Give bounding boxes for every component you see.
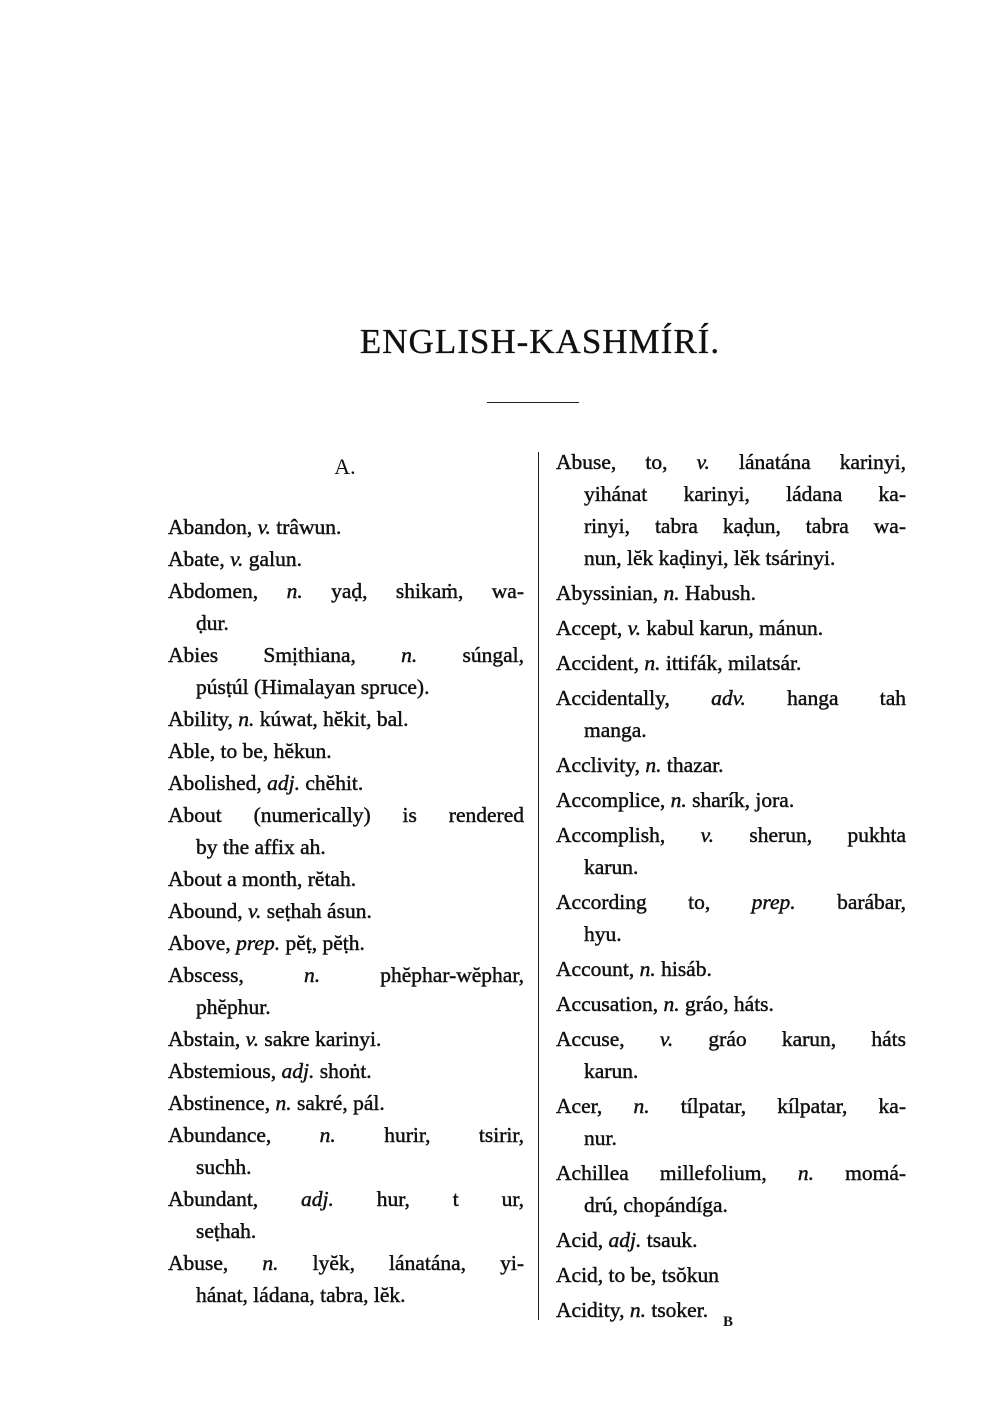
entry-continuation-line: yihánat karinyi, ládana ka- — [584, 482, 906, 506]
definition: kúwat, hĕkit, bal. — [259, 707, 409, 731]
part-of-speech: n. — [238, 707, 255, 731]
entry-continuation-line: nun, lĕk kaḍinyi, lĕk tsárinyi. — [584, 546, 836, 570]
definition: galun. — [248, 547, 302, 571]
entry-continuation-line: rinyi, tabra kaḍun, tabra wa- — [584, 514, 906, 538]
headword: Abstain, — [168, 1027, 241, 1051]
entry-first-line — [556, 988, 906, 1020]
dictionary-entry — [168, 639, 524, 703]
headword: About a month, — [168, 867, 303, 891]
headword: Accident, — [556, 651, 639, 675]
dictionary-entry — [556, 682, 906, 746]
definition: kabul karun, mánun. — [646, 616, 824, 640]
entry-first-line — [168, 1183, 524, 1215]
headword: Abdomen, — [168, 579, 259, 603]
entry-continuation-line: karun. — [584, 855, 639, 879]
entry-first-line — [168, 735, 524, 767]
definition: hurir, tsirir, — [384, 1123, 525, 1147]
entry-first-line — [168, 543, 524, 575]
dictionary-entry — [556, 1023, 906, 1087]
entry-continuation-line: by the affix ah. — [196, 835, 326, 859]
part-of-speech: adj. — [267, 771, 300, 795]
headword: Abundance, — [168, 1123, 272, 1147]
definition: tílpatar, kílpatar, ka- — [680, 1094, 907, 1118]
part-of-speech: n. — [639, 957, 656, 981]
headword: Accuse, — [556, 1027, 625, 1051]
part-of-speech: v. — [257, 515, 271, 539]
part-of-speech: v. — [627, 616, 641, 640]
part-of-speech: v. — [659, 1027, 674, 1051]
entry-first-line — [168, 863, 524, 895]
dictionary-entry — [168, 895, 524, 927]
entry-first-line — [556, 577, 906, 609]
entry-continuation-line: suchh. — [196, 1155, 252, 1179]
headword: Accidentally, — [556, 686, 670, 710]
part-of-speech: adj. — [608, 1228, 642, 1252]
headword: Accomplish, — [556, 823, 666, 847]
headword: Abate, — [168, 547, 225, 571]
definition: ittifák, milatsár. — [665, 651, 802, 675]
entry-first-line — [556, 682, 906, 714]
dictionary-entry — [168, 543, 524, 575]
part-of-speech: v. — [696, 450, 710, 474]
right-column — [556, 446, 906, 1329]
dictionary-entry — [168, 735, 524, 767]
headword: Abuse, — [168, 1251, 229, 1275]
part-of-speech: adj. — [301, 1187, 334, 1211]
part-of-speech: n. — [663, 992, 680, 1016]
entry-first-line — [556, 1157, 906, 1189]
entry-first-line — [556, 953, 906, 985]
headword: Account, — [556, 957, 635, 981]
definition: trâwun. — [276, 515, 342, 539]
definition: gráo, háts. — [684, 992, 774, 1016]
entry-continuation-line: karun. — [584, 1059, 639, 1083]
definition: chĕhit. — [305, 771, 364, 795]
headword: Acid, — [556, 1228, 604, 1252]
entry-first-line — [168, 799, 524, 831]
definition: yaḍ, shikaṁ, wa- — [331, 579, 524, 603]
entry-first-line — [168, 895, 524, 927]
part-of-speech: v. — [248, 899, 262, 923]
definition: shoṅt. — [319, 1059, 372, 1083]
part-of-speech: n. — [262, 1251, 279, 1275]
definition: rĕtah. — [307, 867, 357, 891]
dictionary-entry — [556, 819, 906, 883]
definition: gráo karun, háts — [708, 1027, 907, 1051]
headword: Acid, to be, — [556, 1263, 657, 1287]
dictionary-entry — [168, 1023, 524, 1055]
dictionary-entry — [556, 749, 906, 781]
headword: Above, — [168, 931, 231, 955]
headword: Accomplice, — [556, 788, 666, 812]
definition: momá- — [845, 1161, 907, 1185]
entry-first-line — [556, 647, 906, 679]
entry-first-line — [556, 1023, 906, 1055]
entry-first-line — [556, 1259, 906, 1291]
definition: hur, t ur, — [376, 1187, 525, 1211]
entry-continuation-line: hyu. — [584, 922, 622, 946]
part-of-speech: adj. — [281, 1059, 315, 1083]
entry-first-line — [168, 639, 524, 671]
left-column — [168, 511, 524, 1311]
definition: hanga tah — [787, 686, 907, 710]
part-of-speech: v. — [245, 1027, 259, 1051]
entry-first-line — [168, 1247, 524, 1279]
definition: thazar. — [666, 753, 724, 777]
part-of-speech: v. — [700, 823, 714, 847]
definition: phĕphar-wĕphar, — [380, 963, 525, 987]
entry-first-line — [168, 703, 524, 735]
dictionary-entry — [168, 799, 524, 863]
signature-mark: B — [722, 1314, 733, 1330]
dictionary-entry — [168, 703, 524, 735]
definition: sharík, jora. — [692, 788, 795, 812]
part-of-speech: n. — [286, 579, 303, 603]
headword: Abandon, — [168, 515, 253, 539]
headword: Acidity, — [556, 1298, 625, 1322]
part-of-speech: n. — [303, 963, 321, 987]
column-divider — [538, 452, 539, 1320]
headword: Abstemious, — [168, 1059, 277, 1083]
entry-continuation-line: nur. — [584, 1126, 617, 1150]
headword: About (numerically) is rendered — [168, 803, 524, 827]
entry-first-line — [168, 927, 524, 959]
headword: Abolished, — [168, 771, 262, 795]
dictionary-entry — [168, 1247, 524, 1311]
entry-first-line — [168, 511, 524, 543]
definition: Habush. — [685, 581, 757, 605]
definition: tsŏkun — [661, 1263, 720, 1287]
dictionary-entry — [168, 863, 524, 895]
headword: Acclivity, — [556, 753, 640, 777]
definition: hisáb. — [661, 957, 712, 981]
entry-first-line — [168, 1119, 524, 1151]
entry-continuation-line: manga. — [584, 718, 647, 742]
dictionary-entry — [168, 575, 524, 639]
definition: tsauk. — [646, 1228, 698, 1252]
dictionary-entry — [168, 959, 524, 1023]
headword: Abyssinian, — [556, 581, 659, 605]
headword: Accusation, — [556, 992, 659, 1016]
part-of-speech: n. — [633, 1094, 650, 1118]
dictionary-entry — [168, 1183, 524, 1247]
headword: Abstinence, — [168, 1091, 271, 1115]
entry-first-line — [556, 886, 906, 918]
section-letter: A. — [334, 454, 356, 479]
entry-first-line — [556, 819, 906, 851]
headword: Acer, — [556, 1094, 603, 1118]
entry-continuation-line: seṭhah. — [196, 1219, 257, 1243]
entry-continuation-line: ḍur. — [196, 611, 229, 635]
headword: Ability, — [168, 707, 233, 731]
dictionary-entry — [556, 612, 906, 644]
entry-first-line — [556, 612, 906, 644]
dictionary-entry — [556, 446, 906, 574]
definition: sakre karinyi. — [264, 1027, 382, 1051]
headword: Abscess, — [168, 963, 244, 987]
definition: sherun, pukhta — [749, 823, 906, 847]
part-of-speech: n. — [797, 1161, 815, 1185]
headword: According to, — [556, 890, 711, 914]
headword: Abies Smịthiana, — [168, 643, 356, 667]
entry-first-line — [168, 1087, 524, 1119]
dictionary-entry — [556, 577, 906, 609]
definition: seṭhah ásun. — [266, 899, 372, 923]
entry-first-line — [556, 784, 906, 816]
dictionary-entry — [556, 1090, 906, 1154]
entry-first-line — [168, 575, 524, 607]
part-of-speech: n. — [275, 1091, 292, 1115]
definition: lyĕk, lánatána, yi- — [312, 1251, 525, 1275]
definition: súngal, — [462, 643, 525, 667]
part-of-speech: n. — [629, 1298, 646, 1322]
dictionary-entry — [556, 953, 906, 985]
entry-continuation-line: púsṭúl (Himalayan spruce). — [196, 675, 430, 699]
entry-first-line — [168, 767, 524, 799]
entry-first-line — [168, 959, 524, 991]
entry-first-line — [168, 1023, 524, 1055]
part-of-speech: n. — [319, 1123, 336, 1147]
definition: lánatána karinyi, — [739, 450, 906, 474]
entry-continuation-line: phĕphur. — [196, 995, 271, 1019]
dictionary-entry — [556, 1157, 906, 1221]
part-of-speech: prep. — [751, 890, 796, 914]
dictionary-entry — [168, 927, 524, 959]
headword: Accept, — [556, 616, 623, 640]
headword: Abuse, to, — [556, 450, 668, 474]
definition: barábar, — [837, 890, 907, 914]
part-of-speech: adv. — [711, 686, 746, 710]
dictionary-entry — [168, 1119, 524, 1183]
headword: Achillea millefolium, — [556, 1161, 767, 1185]
part-of-speech: v. — [230, 547, 244, 571]
part-of-speech: prep. — [236, 931, 281, 955]
dictionary-entry — [556, 784, 906, 816]
part-of-speech: n. — [401, 643, 418, 667]
entry-first-line — [556, 1224, 906, 1256]
definition: hĕkun. — [273, 739, 332, 763]
headword: Able, to be, — [168, 739, 269, 763]
dictionary-entry — [168, 511, 524, 543]
dictionary-entry — [168, 1087, 524, 1119]
part-of-speech: n. — [663, 581, 680, 605]
dictionary-entry — [556, 1259, 906, 1291]
dictionary-entry — [556, 988, 906, 1020]
entry-first-line — [556, 749, 906, 781]
entry-continuation-line: hánat, ládana, tabra, lĕk. — [196, 1283, 406, 1307]
entry-first-line — [556, 446, 906, 478]
dictionary-entry — [168, 1055, 524, 1087]
entry-continuation-line: drú, chopándíga. — [584, 1193, 728, 1217]
headword: Abound, — [168, 899, 243, 923]
part-of-speech: n. — [644, 651, 661, 675]
dictionary-entry — [168, 767, 524, 799]
page-title: ENGLISH-KASHMÍRÍ. — [359, 322, 721, 361]
dictionary-entry — [556, 647, 906, 679]
headword: Abundant, — [168, 1187, 259, 1211]
entry-first-line — [556, 1090, 906, 1122]
definition: tsoker. — [651, 1298, 709, 1322]
definition: pĕṭ, pĕṭh. — [285, 931, 365, 955]
definition: sakré, pál. — [296, 1091, 385, 1115]
entry-first-line — [168, 1055, 524, 1087]
dictionary-entry — [556, 886, 906, 950]
part-of-speech: n. — [645, 753, 662, 777]
title-rule — [487, 402, 579, 403]
part-of-speech: n. — [670, 788, 687, 812]
dictionary-entry — [556, 1224, 906, 1256]
